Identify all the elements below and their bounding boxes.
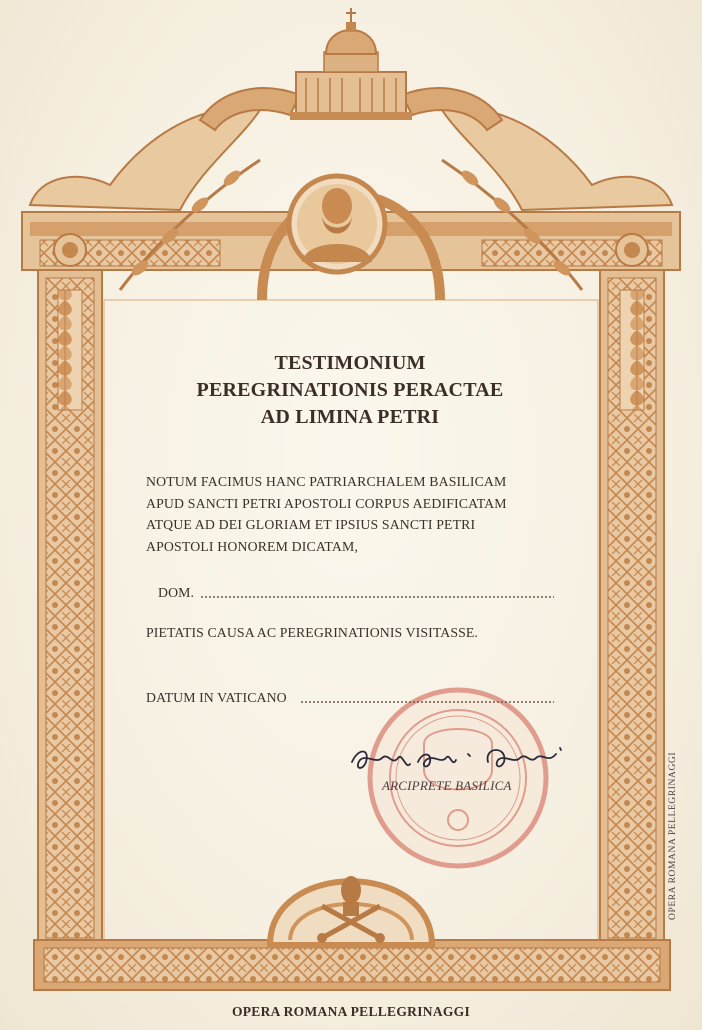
side-publisher-text: OPERA ROMANA PELLEGRINAGGI xyxy=(668,751,678,920)
intro-line: NOTUM FACIMUS HANC PATRIARCHALEM BASILICAM xyxy=(146,474,507,489)
date-field[interactable] xyxy=(300,701,554,703)
saint-peter-medallion xyxy=(289,176,385,272)
papal-coat-of-arms-icon xyxy=(270,876,432,945)
certificate-title xyxy=(130,350,570,431)
basilica-dome-icon xyxy=(290,8,412,120)
signature-title: ARCIPRETE BASILICA xyxy=(382,778,512,793)
footer-publisher: OPERA ROMANA PELLEGRINAGGI xyxy=(231,1004,471,1019)
visit-statement: PIETATIS CAUSA AC PEREGRINATIONIS VISITASSE. xyxy=(146,625,478,640)
dom-name-field[interactable] xyxy=(200,596,554,598)
dom-label: DOM. xyxy=(158,585,195,600)
intro-line: APUD SANCTI PETRI APOSTOLI CORPUS AEDIFICATAM xyxy=(146,495,507,511)
title-line: PEREGRINATIONIS PERACTAE xyxy=(196,379,504,401)
title-line: TESTIMONIUM xyxy=(274,352,426,374)
left-column xyxy=(38,268,102,948)
intro-line: ATQUE AD DEI GLORIAM ET IPSIUS SANCTI PETRI xyxy=(146,517,476,532)
handwritten-signature xyxy=(348,740,564,776)
date-label: DATUM IN VATICANO xyxy=(146,690,287,705)
certificate-intro xyxy=(146,471,558,557)
right-column xyxy=(600,268,664,948)
title-line: AD LIMINA PETRI xyxy=(260,406,440,428)
intro-line: APOSTOLI HONOREM DICATAM, xyxy=(146,538,359,554)
